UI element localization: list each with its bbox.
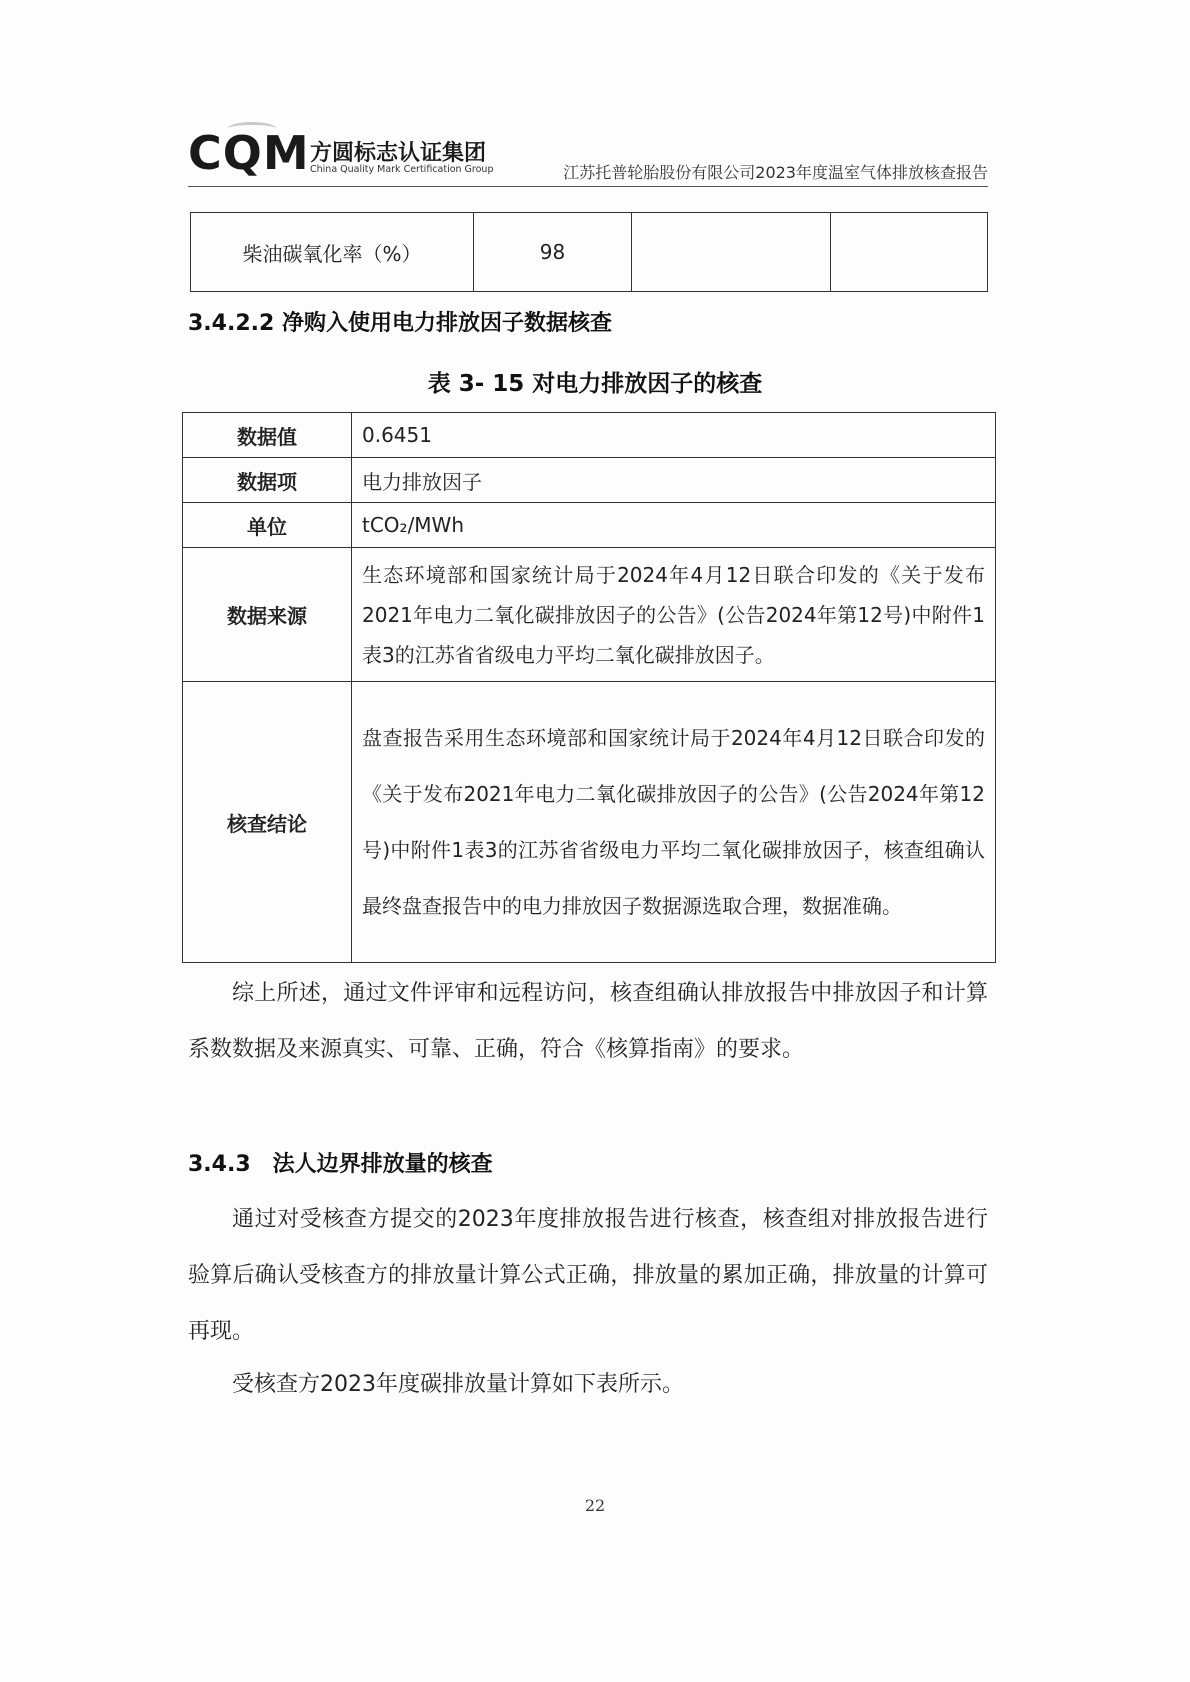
table-row	[183, 548, 996, 682]
table-cell-empty	[632, 213, 831, 292]
row-value: 0.6451	[352, 413, 996, 458]
table-cell-empty	[831, 213, 988, 292]
logo-chinese-name: 方圆标志认证集团	[310, 141, 487, 166]
table-cell-value: 98	[474, 213, 632, 292]
row-label: 数据项	[183, 458, 352, 503]
row-value: 生态环境部和国家统计局于2024年4月12日联合印发的《关于发布2021年电力二氧化碳排放因子的公告》(公告2024年第12号)中附件1表3的江苏省省级电力平均二氧化碳排放因子。	[352, 548, 996, 682]
emission-factor-table	[182, 412, 996, 963]
table-row	[183, 413, 996, 458]
row-label: 核查结论	[183, 682, 352, 963]
table-cell-label: 柴油碳氧化率（%）	[191, 213, 474, 292]
table-caption: 表 3- 15 对电力排放因子的核查	[427, 371, 763, 397]
row-value: 电力排放因子	[352, 458, 996, 503]
page-number: 22	[584, 1496, 606, 1515]
logo-english-name: China Quality Mark Certification Group	[310, 164, 494, 175]
report-title: 江苏托普轮胎股份有限公司2023年度温室气体排放核查报告	[563, 163, 988, 182]
row-value: 盘查报告采用生态环境部和国家统计局于2024年4月12日联合印发的《关于发布2021年电力二氧化碳排放因子的公告》(公告2024年第12号)中附件1表3的江苏省省级电力平均二氧化碳排放因子，核查组确认最终盘查报告中的电力排放因子数据源选取合理，数据准确。	[352, 682, 996, 963]
row-value: tCO₂/MWh	[352, 503, 996, 548]
body-paragraph: 受核查方2023年度碳排放量计算如下表所示。	[232, 1372, 684, 1397]
body-paragraph: 通过对受核查方提交的2023年度排放报告进行核查，核查组对排放报告进行验算后确认受核查方的排放量计算公式正确，排放量的累加正确，排放量的计算可再现。	[188, 1207, 988, 1344]
table-row	[183, 682, 996, 963]
row-label: 数据来源	[183, 548, 352, 682]
table-row	[183, 458, 996, 503]
section-heading: 3.4.3 法人边界排放量的核查	[188, 1152, 493, 1177]
table-row	[183, 503, 996, 548]
table-row	[191, 213, 988, 292]
page-header	[188, 120, 988, 180]
continued-table	[190, 212, 988, 292]
section-heading: 3.4.2.2 净购入使用电力排放因子数据核查	[188, 311, 612, 336]
row-label: 单位	[183, 503, 352, 548]
header-divider	[188, 186, 988, 187]
row-label: 数据值	[183, 413, 352, 458]
logo-mark: CQM	[188, 126, 310, 180]
body-paragraph: 综上所述，通过文件评审和远程访问，核查组确认排放报告中排放因子和计算系数数据及来源真实、可靠、正确，符合《核算指南》的要求。	[188, 981, 988, 1062]
